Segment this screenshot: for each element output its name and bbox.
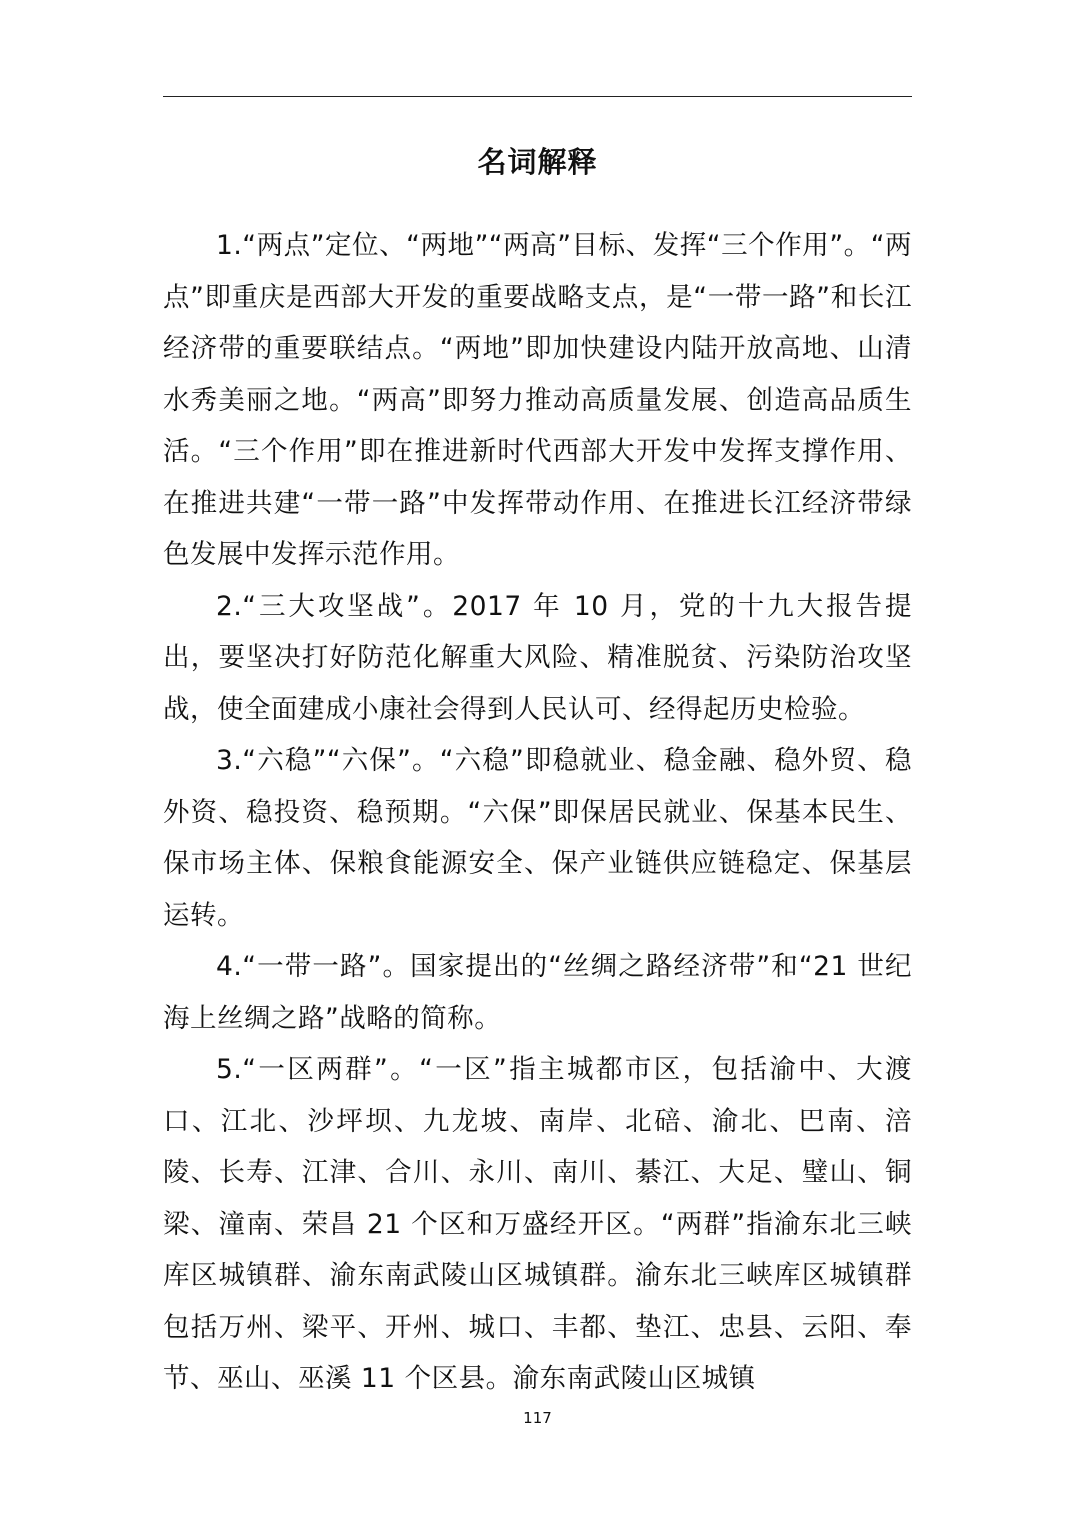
entry-term: 3.“六稳”“六保”。 bbox=[216, 745, 440, 776]
page-title: 名词解释 bbox=[477, 145, 598, 179]
glossary-entry-5 bbox=[163, 1044, 912, 1405]
entry-definition: 国家提出的“丝绸之路经济带”和“21 世纪海上丝绸之路”战略的简称。 bbox=[163, 951, 912, 1034]
entry-definition: “一区”指主城都市区，包括渝中、大渡口、江北、沙坪坝、九龙坡、南岸、北碚、渝北、巴南、涪陵、长寿、江津、合川、永川、南川、綦江、大足、璧山、铜梁、潼南、荣昌 21 个区和万盛经开区。“两群”指渝东北三峡库区城镇群、渝东南武陵山区城镇群。渝东北三峡库区城镇群包括万州、梁平、开州、城口、丰都、垫江、忠县、云阳、奉节、巫山、巫溪 11 个区县。渝东南武陵山区城镇 bbox=[163, 1054, 912, 1394]
glossary-entry-1 bbox=[163, 220, 912, 581]
glossary-body bbox=[163, 220, 912, 1405]
entry-term: 1.“两点”定位、“两地”“两高”目标、发挥“三个作用”。 bbox=[216, 230, 871, 261]
header-rule bbox=[163, 96, 912, 97]
entry-definition: “两点”即重庆是西部大开发的重要战略支点，是“一带一路”和长江经济带的重要联结点。“两地”即加快建设内陆开放高地、山清水秀美丽之地。“两高”即努力推动高质量发展、创造高品质生活。“三个作用”即在推进新时代西部大开发中发挥支撑作用、在推进共建“一带一路”中发挥带动作用、在推进长江经济带绿色发展中发挥示范作用。 bbox=[163, 230, 912, 570]
page-number: 117 bbox=[523, 1409, 552, 1427]
entry-definition: “六稳”即稳就业、稳金融、稳外贸、稳外资、稳投资、稳预期。“六保”即保居民就业、保基本民生、保市场主体、保粮食能源安全、保产业链供应链稳定、保基层运转。 bbox=[163, 745, 912, 931]
glossary-entry-4 bbox=[163, 941, 912, 1044]
entry-term: 2.“三大攻坚战”。 bbox=[216, 590, 453, 622]
glossary-entry-3 bbox=[163, 735, 912, 941]
entry-term: 4.“一带一路”。 bbox=[216, 951, 411, 982]
entry-definition: 2017 年 10 月，党的十九大报告提出，要坚决打好防范化解重大风险、精准脱贫、污染防治攻坚战，使全面建成小康社会得到人民认可、经得起历史检验。 bbox=[163, 590, 912, 725]
entry-term: 5.“一区两群”。 bbox=[216, 1054, 420, 1085]
glossary-entry-2 bbox=[163, 581, 912, 736]
